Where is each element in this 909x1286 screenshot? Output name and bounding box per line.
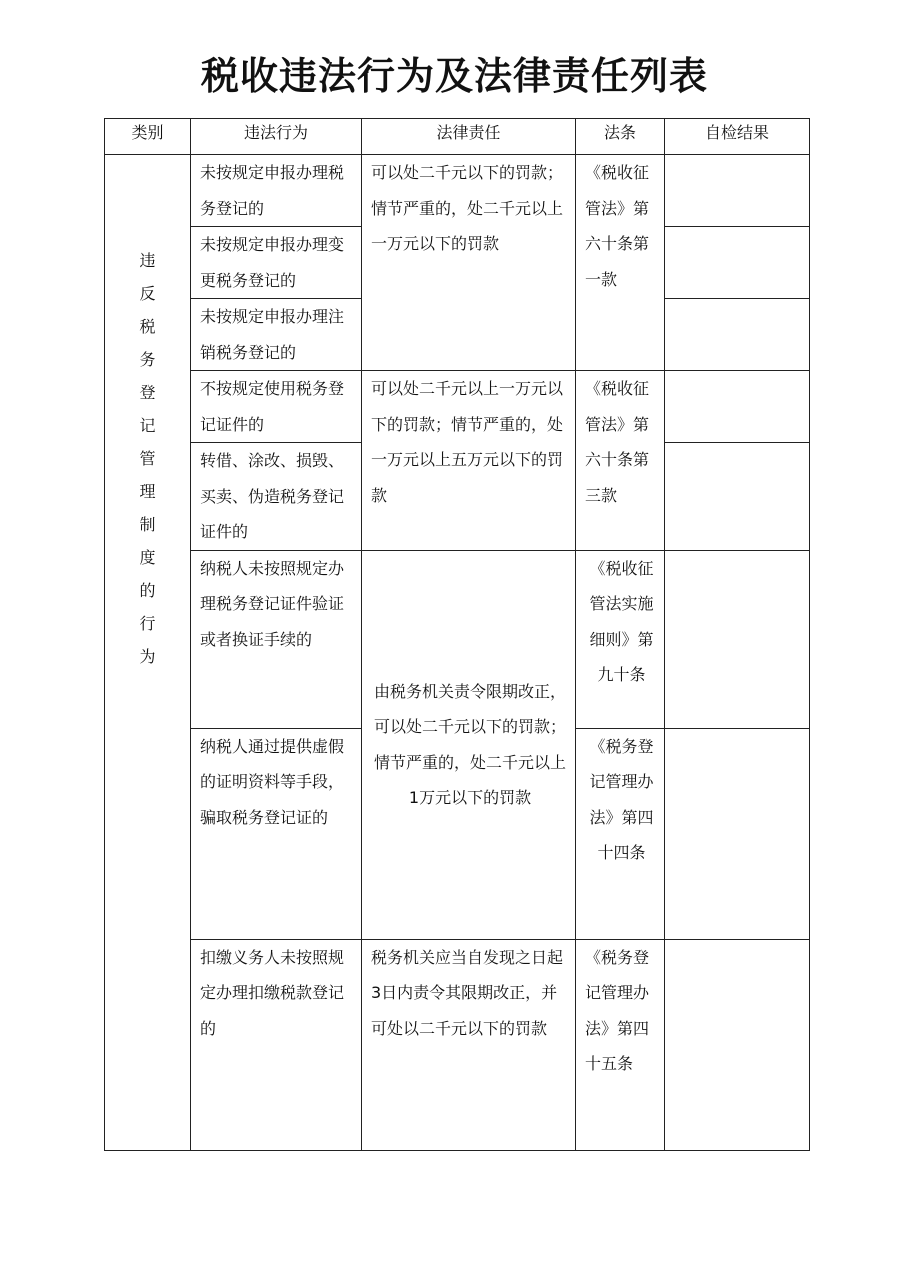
liability-cell: 税务机关应当自发现之日起3日内责令其限期改正，并可处以二千元以下的罚款 [362, 939, 576, 1150]
violation-cell: 转借、涂改、损毁、买卖、伪造税务登记证件的 [191, 443, 362, 551]
law-cell: 《税收征管法实施细则》第九十条 [576, 550, 665, 728]
check-result-cell[interactable] [665, 155, 810, 227]
violation-cell: 纳税人通过提供虚假的证明资料等手段，骗取税务登记证的 [191, 728, 362, 939]
category-char: 理 [139, 482, 156, 501]
category-char: 为 [139, 647, 156, 666]
check-result-cell[interactable] [665, 939, 810, 1150]
category-char: 行 [139, 614, 156, 633]
check-result-cell[interactable] [665, 299, 810, 371]
category-char: 反 [139, 284, 156, 303]
liability-cell: 可以处二千元以下的罚款；情节严重的，处二千元以上一万元以下的罚款 [362, 155, 576, 371]
law-cell: 《税收征管法》第六十条第一款 [576, 155, 665, 371]
category-char: 管 [139, 449, 156, 468]
liability-cell: 由税务机关责令限期改正，可以处二千元以下的罚款；情节严重的，处二千元以上1万元以下的罚款 [362, 550, 576, 939]
category-char: 违 [139, 251, 156, 270]
violation-cell: 不按规定使用税务登记证件的 [191, 371, 362, 443]
law-cell: 《税务登记管理办法》第四十五条 [576, 939, 665, 1150]
check-result-cell[interactable] [665, 443, 810, 551]
violation-cell: 未按规定申报办理注销税务登记的 [191, 299, 362, 371]
category-char: 制 [139, 515, 156, 534]
table-row [105, 939, 810, 1150]
table-row [105, 371, 810, 443]
header-liability: 法律责任 [362, 119, 576, 155]
category-char: 的 [139, 581, 156, 600]
category-char: 税 [139, 317, 156, 336]
header-category: 类别 [105, 119, 191, 155]
category-cell [105, 155, 191, 1151]
violation-cell: 未按规定申报办理税务登记的 [191, 155, 362, 227]
category-char: 登 [139, 383, 156, 402]
table-row [105, 155, 810, 227]
liability-cell: 可以处二千元以上一万元以下的罚款；情节严重的，处一万元以上五万元以下的罚款 [362, 371, 576, 551]
header-check: 自检结果 [665, 119, 810, 155]
law-cell: 《税收征管法》第六十条第三款 [576, 371, 665, 551]
violation-cell: 扣缴义务人未按照规定办理扣缴税款登记的 [191, 939, 362, 1150]
check-result-cell[interactable] [665, 371, 810, 443]
header-violation: 违法行为 [191, 119, 362, 155]
table-row [105, 550, 810, 728]
check-result-cell[interactable] [665, 227, 810, 299]
category-char: 务 [139, 350, 156, 369]
category-char: 度 [139, 548, 156, 567]
check-result-cell[interactable] [665, 550, 810, 728]
violation-cell: 纳税人未按照规定办理税务登记证件验证或者换证手续的 [191, 550, 362, 728]
header-law: 法条 [576, 119, 665, 155]
header-row [105, 119, 810, 155]
page-title: 税收违法行为及法律责任列表 [200, 54, 708, 98]
tax-violation-table [104, 118, 810, 1151]
check-result-cell[interactable] [665, 728, 810, 939]
violation-cell: 未按规定申报办理变更税务登记的 [191, 227, 362, 299]
category-char: 记 [139, 416, 156, 435]
law-cell: 《税务登记管理办法》第四十四条 [576, 728, 665, 939]
